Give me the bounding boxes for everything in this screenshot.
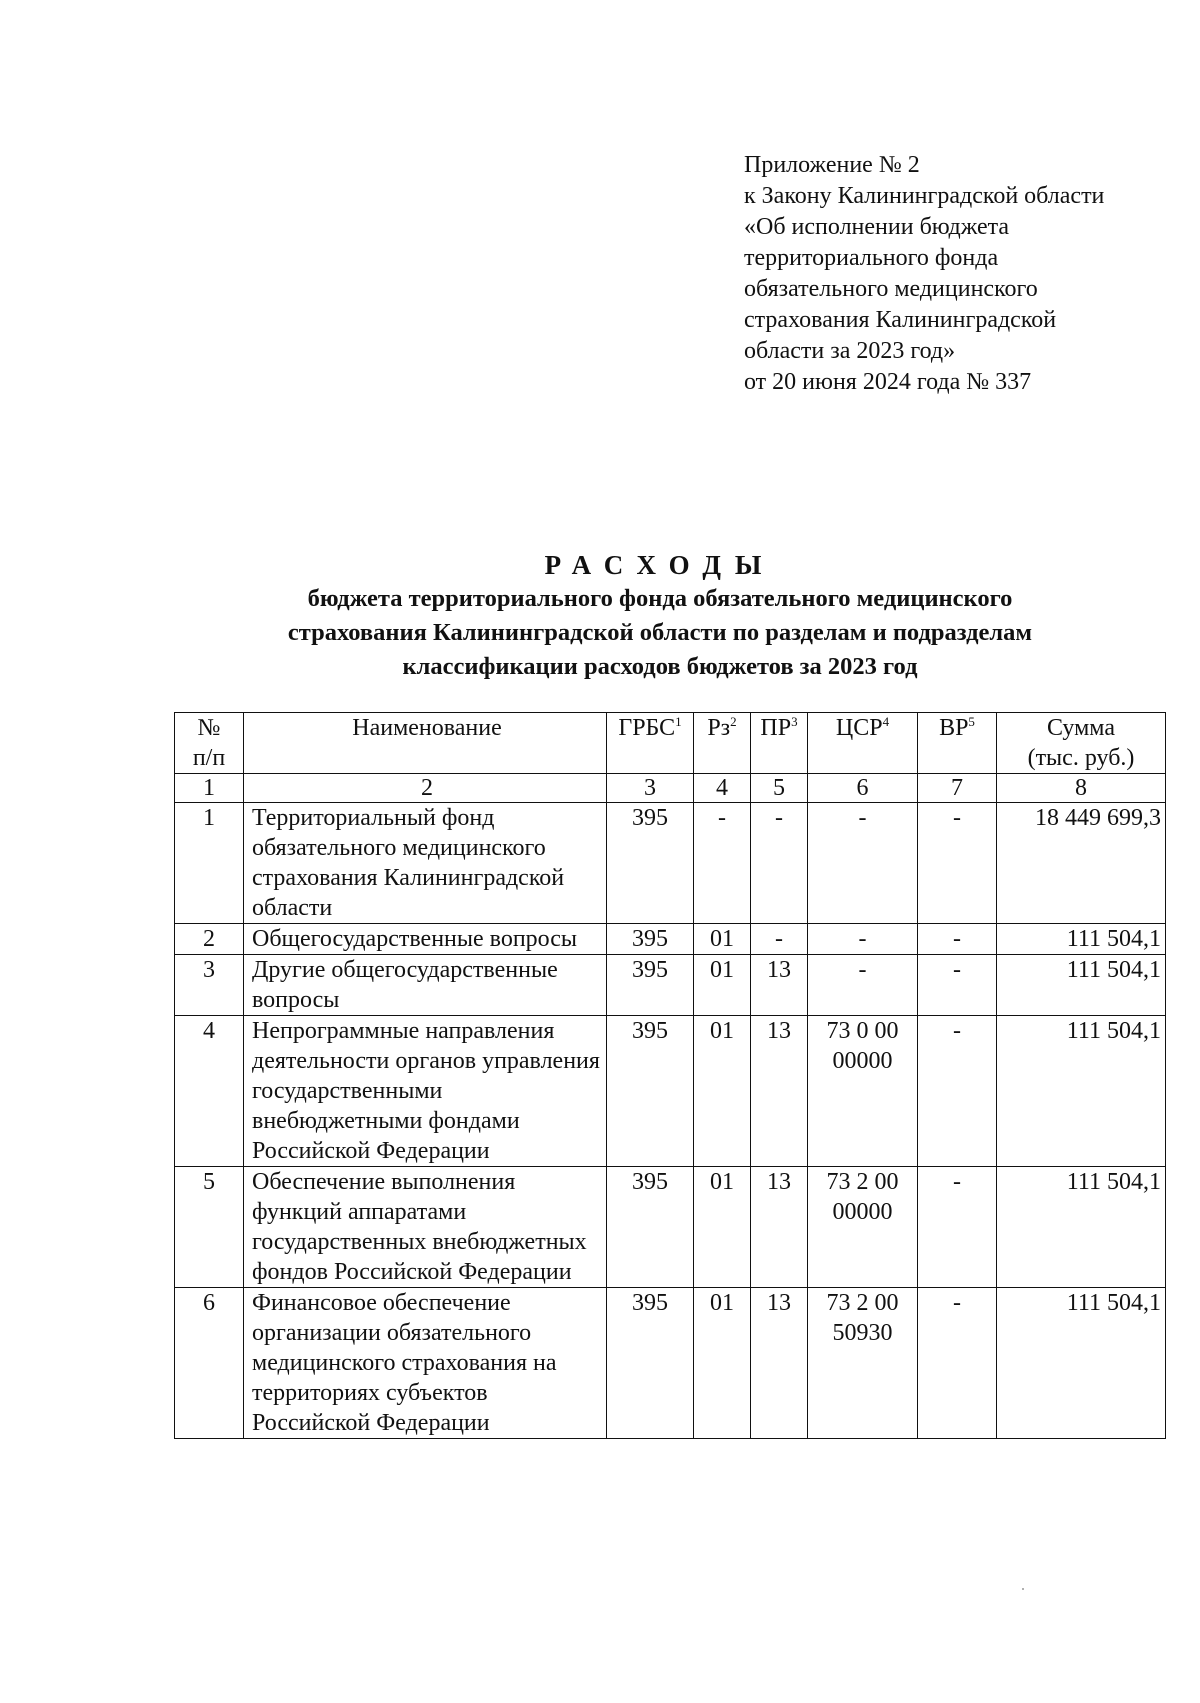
header-pr <box>751 713 808 774</box>
cell-csr: - <box>808 924 918 955</box>
table-row <box>175 924 1166 955</box>
footnote-mark: 5 <box>968 714 975 729</box>
cell-num: 6 <box>175 1288 244 1439</box>
column-number: 8 <box>997 774 1166 803</box>
footnote-mark: 3 <box>791 714 798 729</box>
footnote-mark: 4 <box>882 714 890 729</box>
cell-vr: - <box>918 1167 997 1288</box>
cell-grbs: 395 <box>607 924 694 955</box>
cell-name: Территориальный фонд обязательного медицинского страхования Калининградской области <box>244 803 607 924</box>
appendix-line: обязательного медицинского <box>744 276 1038 302</box>
header-name: Наименование <box>244 713 607 774</box>
cell-name: Другие общегосударственные вопросы <box>244 955 607 1016</box>
appendix-line: «Об исполнении бюджета <box>744 214 1010 240</box>
cell-grbs: 395 <box>607 1288 694 1439</box>
title-line: страхования Калининградской области по разделам и подразделам <box>287 619 1033 646</box>
column-number: 7 <box>918 774 997 803</box>
appendix-line: Приложение № 2 <box>744 152 920 178</box>
title-line: бюджета территориального фонда обязательного медицинского <box>307 585 1013 612</box>
cell-grbs: 395 <box>607 1016 694 1167</box>
cell-pr: 13 <box>751 1016 808 1167</box>
scan-speck <box>1022 1588 1024 1590</box>
header-sum-line1: Сумма <box>1047 715 1115 741</box>
header-csr-label: ЦСР <box>835 715 883 741</box>
table-row <box>175 1288 1166 1439</box>
cell-sum: 111 504,1 <box>997 1016 1166 1167</box>
expenses-table <box>174 712 1166 1439</box>
cell-csr: - <box>808 955 918 1016</box>
cell-csr: - <box>808 803 918 924</box>
cell-name: Непрограммные направления деятельности органов управления государственными внебюджетными фондами Российской Федерации <box>244 1016 607 1167</box>
cell-sum: 18 449 699,3 <box>997 803 1166 924</box>
document-title <box>160 548 1160 684</box>
appendix-line: области за 2023 год» <box>744 338 956 364</box>
header-grbs-label: ГРБС <box>618 715 676 741</box>
cell-vr: - <box>918 955 997 1016</box>
cell-vr: - <box>918 803 997 924</box>
cell-pr: 13 <box>751 1288 808 1439</box>
header-num-line1: № <box>197 715 221 741</box>
cell-vr: - <box>918 1288 997 1439</box>
appendix-line: территориального фонда <box>744 245 999 271</box>
cell-rz: 01 <box>694 1016 751 1167</box>
cell-name: Общегосударственные вопросы <box>244 924 607 955</box>
cell-num: 2 <box>175 924 244 955</box>
cell-vr: - <box>918 924 997 955</box>
appendix-line: к Закону Калининградской области <box>744 183 1105 209</box>
cell-rz: 01 <box>694 1288 751 1439</box>
cell-csr: 73 2 00 50930 <box>808 1288 918 1439</box>
column-number: 6 <box>808 774 918 803</box>
header-num <box>175 713 244 774</box>
footnote-mark: 2 <box>730 714 737 729</box>
appendix-line: от 20 июня 2024 года № 337 <box>744 369 1032 395</box>
title-heading: РАСХОДЫ <box>544 550 776 580</box>
column-number: 5 <box>751 774 808 803</box>
cell-grbs: 395 <box>607 955 694 1016</box>
column-number: 3 <box>607 774 694 803</box>
cell-num: 5 <box>175 1167 244 1288</box>
cell-rz: 01 <box>694 924 751 955</box>
table-row <box>175 803 1166 924</box>
column-number: 2 <box>244 774 607 803</box>
cell-num: 3 <box>175 955 244 1016</box>
cell-rz: 01 <box>694 955 751 1016</box>
table-header-row <box>175 713 1166 774</box>
cell-sum: 111 504,1 <box>997 1167 1166 1288</box>
header-rz <box>694 713 751 774</box>
column-number: 4 <box>694 774 751 803</box>
cell-name: Обеспечение выполнения функций аппаратами государственных внебюджетных фондов Российской Федерации <box>244 1167 607 1288</box>
cell-vr: - <box>918 1016 997 1167</box>
header-vr-label: ВР <box>939 715 969 741</box>
title-line: классификации расходов бюджетов за 2023 год <box>402 653 918 680</box>
cell-pr: 13 <box>751 955 808 1016</box>
cell-sum: 111 504,1 <box>997 924 1166 955</box>
cell-pr: - <box>751 924 808 955</box>
cell-csr: 73 2 00 00000 <box>808 1167 918 1288</box>
cell-rz: 01 <box>694 1167 751 1288</box>
table-row <box>175 955 1166 1016</box>
appendix-header <box>744 150 1184 398</box>
cell-pr: 13 <box>751 1167 808 1288</box>
cell-num: 1 <box>175 803 244 924</box>
header-vr <box>918 713 997 774</box>
column-number-row <box>175 774 1166 803</box>
header-grbs <box>607 713 694 774</box>
appendix-line: страхования Калининградской <box>744 307 1057 333</box>
header-sum-line2: (тыс. руб.) <box>1027 745 1135 771</box>
cell-num: 4 <box>175 1016 244 1167</box>
header-sum <box>997 713 1166 774</box>
cell-sum: 111 504,1 <box>997 1288 1166 1439</box>
table-row <box>175 1016 1166 1167</box>
header-pr-label: ПР <box>760 715 792 741</box>
cell-sum: 111 504,1 <box>997 955 1166 1016</box>
cell-pr: - <box>751 803 808 924</box>
footnote-mark: 1 <box>675 714 682 729</box>
header-csr <box>808 713 918 774</box>
cell-name: Финансовое обеспечение организации обязательного медицинского страхования на территориях субъектов Российской Федерации <box>244 1288 607 1439</box>
table-row <box>175 1167 1166 1288</box>
cell-rz: - <box>694 803 751 924</box>
column-number: 1 <box>175 774 244 803</box>
header-num-line2: п/п <box>192 745 226 771</box>
cell-grbs: 395 <box>607 1167 694 1288</box>
cell-csr: 73 0 00 00000 <box>808 1016 918 1167</box>
header-rz-label: Рз <box>707 715 731 741</box>
cell-grbs: 395 <box>607 803 694 924</box>
